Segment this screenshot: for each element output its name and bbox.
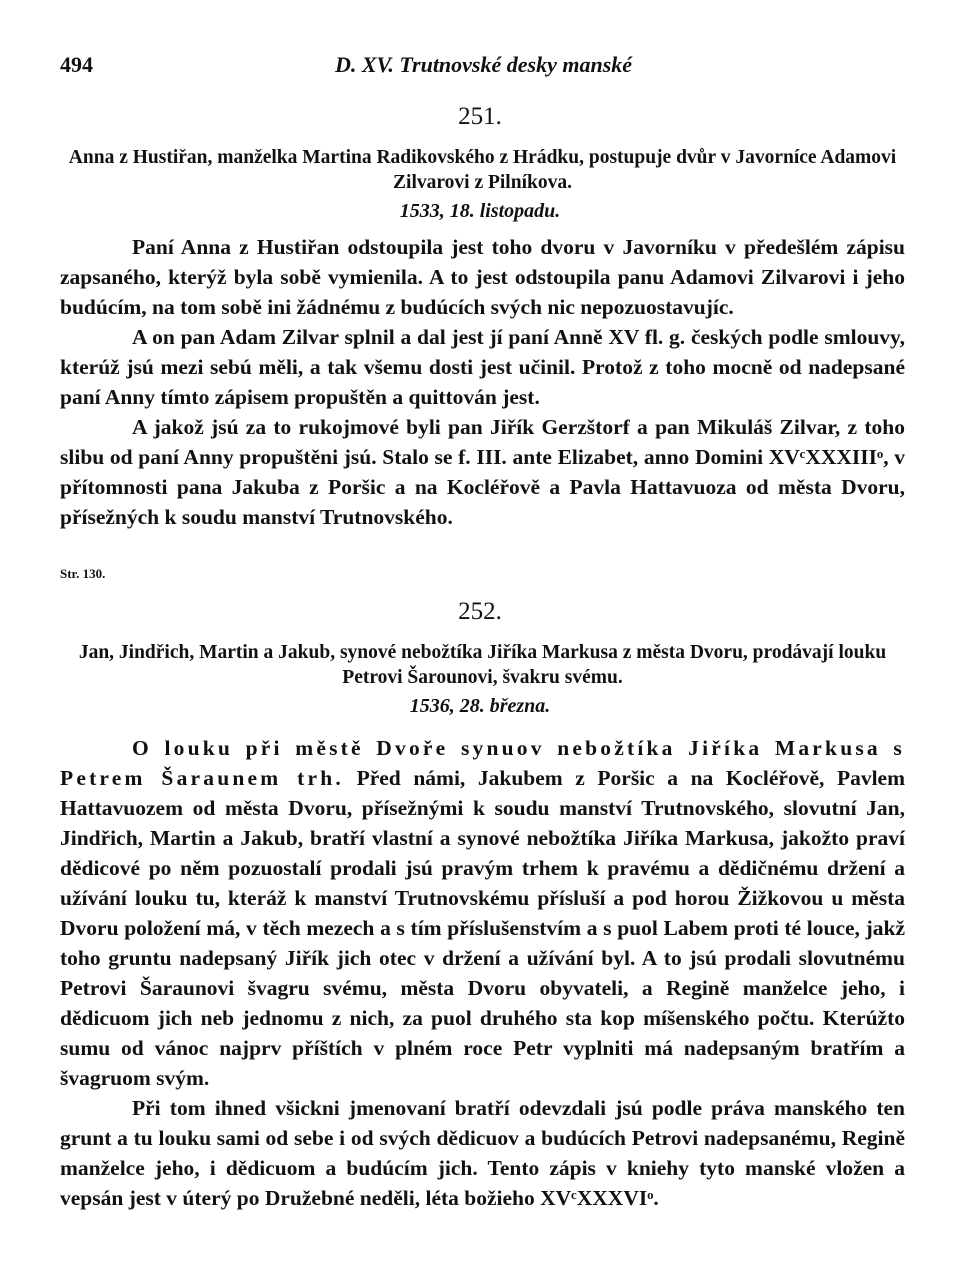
paragraph: Při tom ihned všickni jmenovaní bratří odevzdali jsú podle práva manského ten grunt a tu louku sami od sebe i od svých dědicuov a budúcích Petrovi nadepsanému, Regině manželce jeho, i dědicuom a budúcím jich. Tento zápis v kniehy tyto manské vložen a vepsán jest v úterý po Družebné neděli, léta božieho XVᶜXXXVIᵒ. — [60, 1096, 905, 1210]
paragraph: A on pan Adam Zilvar splnil a dal jest jí paní Anně XV fl. g. českých podle smlouvy, kterúž jsú mezi sebú měli, a tak všemu dosti jest učinil. Protož z toho mocně od nadepsané paní Anny tímto zápisem propuštěn a quittován jest. — [60, 325, 905, 409]
entry-summary-251: Anna z Hustiřan, manželka Martina Radikovského z Hrádku, postupuje dvůr v Javorníce Adamovi Zilvarovi z Pilníkova. — [68, 147, 897, 193]
entry-body-252 — [60, 733, 905, 1213]
rubric: O louku při městě Dvoře synuov nebožtíka Jiříka Markusa s Petrem Šaraunem trh. — [60, 736, 905, 790]
paragraph: Paní Anna z Hustiřan odstoupila jest toho dvoru v Javorníku v předešlém zápisu zapsaného, kterýž byla sobě vymienila. A to jest odstoupila panu Adamovi Zilvarovi i jeho budúcím, na tom sobě ini žádnému z budúcích svých nic nepozuostavujíc. — [60, 235, 905, 319]
source-reference: Str. 130. — [60, 566, 106, 581]
running-header — [60, 52, 900, 86]
paragraph: A jakož jsú za to rukojmové byli pan Jiřík Gerzštorf a pan Mikuláš Zilvar, z toho slibu od paní Anny propuštěni jsú. Stalo se f. III. ante Elizabet, anno Domini XVᶜXXXIIIᵒ, v přítomnosti pana Jakuba z Poršic a na Kocléřově a Pavla Hattavuoza od města Dvoru, přísežných k soudu manství Trutnovského. — [60, 415, 905, 529]
entry-body-251 — [60, 232, 905, 532]
entry-date-252: 1536, 28. března. — [409, 695, 551, 717]
entry-number-251: 251. — [458, 103, 502, 130]
entry-summary-252: Jan, Jindřich, Martin a Jakub, synové nebožtíka Jiříka Markusa z města Dvoru, prodávají louku Petrovi Šarounovi, švakru svému. — [78, 642, 887, 688]
entry-date-251: 1533, 18. listopadu. — [399, 200, 561, 222]
page-number: 494 — [60, 52, 93, 77]
paragraph-with-rubric — [60, 733, 905, 1093]
entry-number-252: 252. — [458, 598, 502, 625]
paragraph-text: Před námi, Jakubem z Poršic a na Kocléřově, Pavlem Hattavuozem od města Dvoru, přísežnými k soudu manství Trutnovského, slovutní Jan, Jindřich, Martin a Jakub, bratří vlastní a synové nebožtíka Jiříka Markusa, jakožto praví dědicové po něm pozuostalí prodali jsú pravým trhem k pravému a dědičnému držení a užívání louku tu, kteráž k manství Trutnovskému přísluší a pod horou Žižkovou u města Dvoru položení má, v těch mezech a s tím příslušenstvím a s puol Labem proti té louce, jakž toho gruntu nadepsaný Jiřík jich otec v držení a užívání byl. A to jsú prodali slovutnému Petrovi Šaraunovi švagru svému, města Dvoru obyvateli, a Regině manželce jeho, i dědicuom jich neb jednomu z nich, za puol druhého sta kop míšenského počtu. Kterúžto sumu od vánoc najprv příštích v plném roce Petr vyplniti má nadepsaným bratřím a švagruom svým. — [60, 766, 906, 1090]
header-title: D. XV. Trutnovské desky manské — [335, 52, 633, 77]
